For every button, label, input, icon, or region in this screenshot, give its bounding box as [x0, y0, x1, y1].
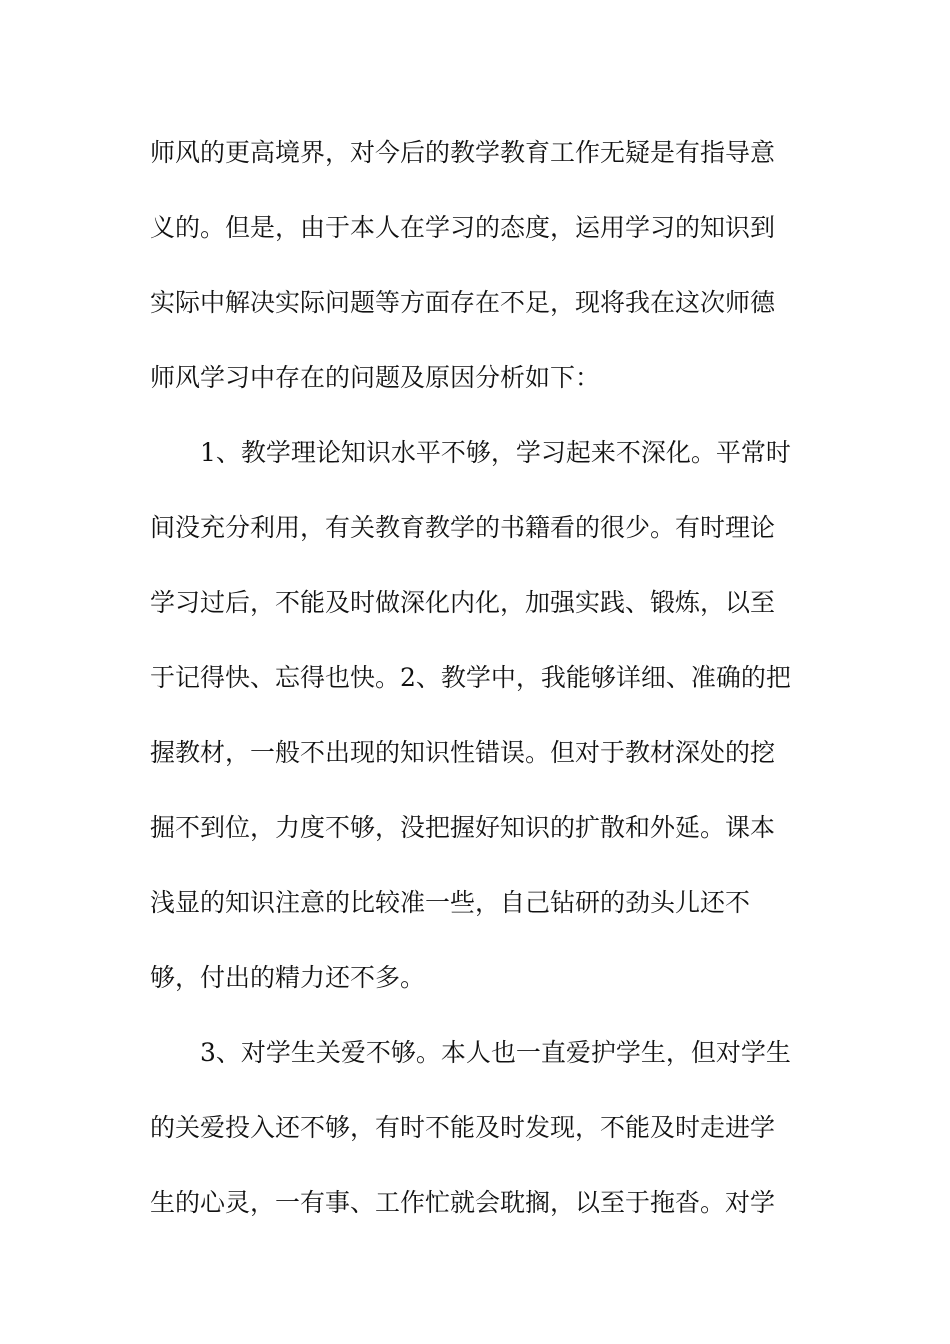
text-line: 于记得快、忘得也快。2、教学中，我能够详细、准确的把 — [150, 663, 791, 692]
text-line: 握教材，一般不出现的知识性错误。但对于教材深处的挖 — [150, 738, 776, 767]
text-line: 的关爱投入还不够，有时不能及时发现，不能及时走进学 — [150, 1113, 776, 1142]
text-line: 浅显的知识注意的比较准一些，自己钻研的劲头儿还不 — [150, 888, 751, 917]
text-line: 师风学习中存在的问题及原因分析如下： — [150, 363, 601, 392]
text-line: 生的心灵，一有事、工作忙就会耽搁，以至于拖沓。对学 — [150, 1188, 776, 1217]
body-text — [150, 115, 810, 1240]
text-line: 学习过后，不能及时做深化内化，加强实践、锻炼，以至 — [150, 588, 776, 617]
paragraph-start-line: 1、教学理论知识水平不够，学习起来不深化。平常时 — [200, 438, 791, 467]
text-line: 实际中解决实际问题等方面存在不足，现将我在这次师德 — [150, 288, 776, 317]
text-line: 义的。但是，由于本人在学习的态度，运用学习的知识到 — [150, 213, 776, 242]
paragraph-start-line: 3、对学生关爱不够。本人也一直爱护学生，但对学生 — [200, 1038, 791, 1067]
text-line: 师风的更高境界，对今后的教学教育工作无疑是有指导意 — [150, 138, 776, 167]
text-line: 掘不到位，力度不够，没把握好知识的扩散和外延。课本 — [150, 813, 776, 842]
text-line: 够，付出的精力还不多。 — [150, 963, 426, 992]
text-line: 间没充分利用，有关教育教学的书籍看的很少。有时理论 — [150, 513, 776, 542]
